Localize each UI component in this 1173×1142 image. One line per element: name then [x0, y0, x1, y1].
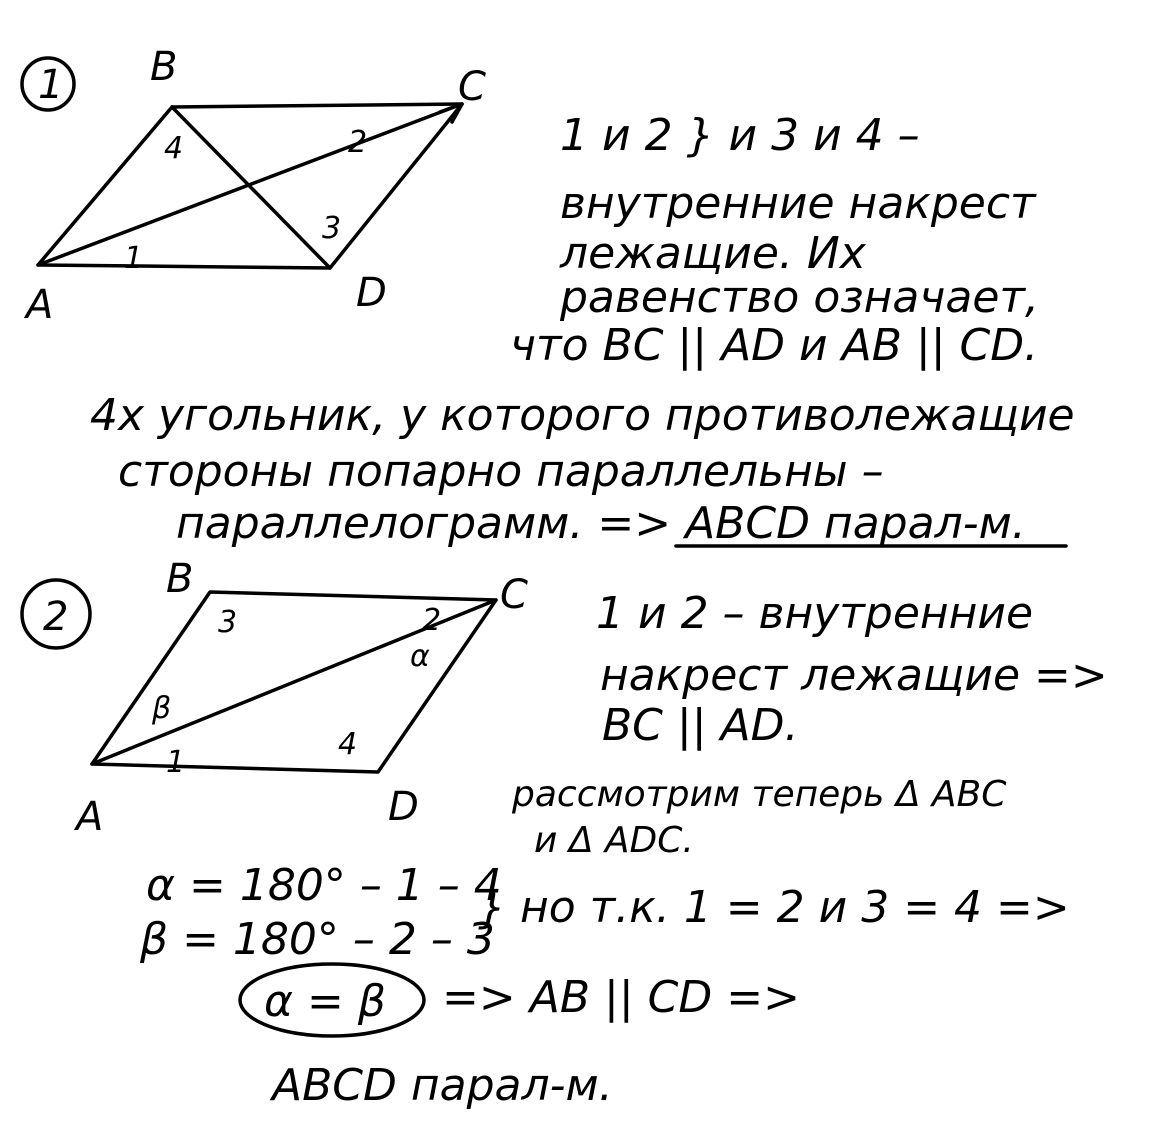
figure-2-vertex-c: C — [500, 572, 528, 618]
section-2-eq-because: } но т.к. 1 = 2 и 3 = 4 => — [478, 882, 1070, 933]
section-1-note-3: лежащие. Их — [560, 228, 866, 279]
section-1-conclusion-1: 4х угольник, у которого противолежащие — [90, 390, 1075, 441]
figure-2-angle-4: 4 — [338, 727, 358, 762]
section-1-conclusion-3: параллелограмм. => ABCD парал-м. — [176, 498, 1026, 549]
figure-2-angle-alpha: α — [410, 639, 430, 674]
section-2-note-2: накрест лежащие => — [600, 650, 1108, 701]
figure-2-vertex-a: A — [76, 794, 104, 840]
section-2-eq-beta: β = 180° – 2 – 3 — [140, 914, 495, 965]
figure-2-vertex-b: B — [166, 556, 194, 602]
section-1-note-2: внутренние накрест — [560, 178, 1036, 229]
figure-2-angle-beta: β — [152, 691, 172, 726]
section-2-eq-result: α = β — [264, 976, 386, 1027]
figure-2-angle-1: 1 — [166, 745, 186, 780]
section-2-eq-result-tail: => AB || CD => — [442, 972, 800, 1023]
section-1-note-5: что BC || AD и AB || CD. — [510, 320, 1039, 371]
figure-1-vertex-a: A — [26, 282, 54, 328]
section-1 — [22, 44, 1075, 549]
section-2-eq-alpha: α = 180° – 1 – 4 — [146, 860, 502, 911]
section-2-note-1: 1 и 2 – внутренние — [596, 588, 1034, 639]
section-1-note-4: равенство означает, — [560, 272, 1040, 323]
figure-1-angle-3: 3 — [322, 211, 342, 246]
figure-2-vertex-d: D — [388, 784, 419, 830]
figure-1-angle-4: 4 — [164, 131, 184, 166]
figure-2-angle-3: 3 — [218, 605, 238, 640]
section-2-note-5: и Δ ADC. — [534, 820, 694, 861]
figure-1-parallelogram — [38, 104, 462, 268]
figure-1-angle-2: 2 — [348, 125, 368, 160]
section-2-note-4: рассмотрим теперь Δ ABC — [512, 774, 1007, 815]
figure-2-angle-2: 2 — [422, 603, 442, 638]
figure-1-vertex-d: D — [356, 270, 387, 316]
section-2-final: ABCD парал-м. — [272, 1060, 613, 1111]
figure-1-vertex-c: C — [458, 64, 486, 110]
section-1-number: 1 — [38, 62, 64, 108]
section-2 — [22, 556, 1108, 1111]
figure-1-diagonal-bd — [172, 107, 330, 268]
figure-1-angle-1: 1 — [124, 241, 144, 276]
section-2-note-3: BC || AD. — [602, 700, 799, 751]
section-2-number: 2 — [43, 594, 69, 640]
figure-1-vertex-b: B — [150, 44, 178, 90]
section-1-conclusion-2: стороны попарно параллельны – — [118, 446, 884, 497]
section-1-note-1: 1 и 2 } и 3 и 4 – — [560, 110, 920, 161]
